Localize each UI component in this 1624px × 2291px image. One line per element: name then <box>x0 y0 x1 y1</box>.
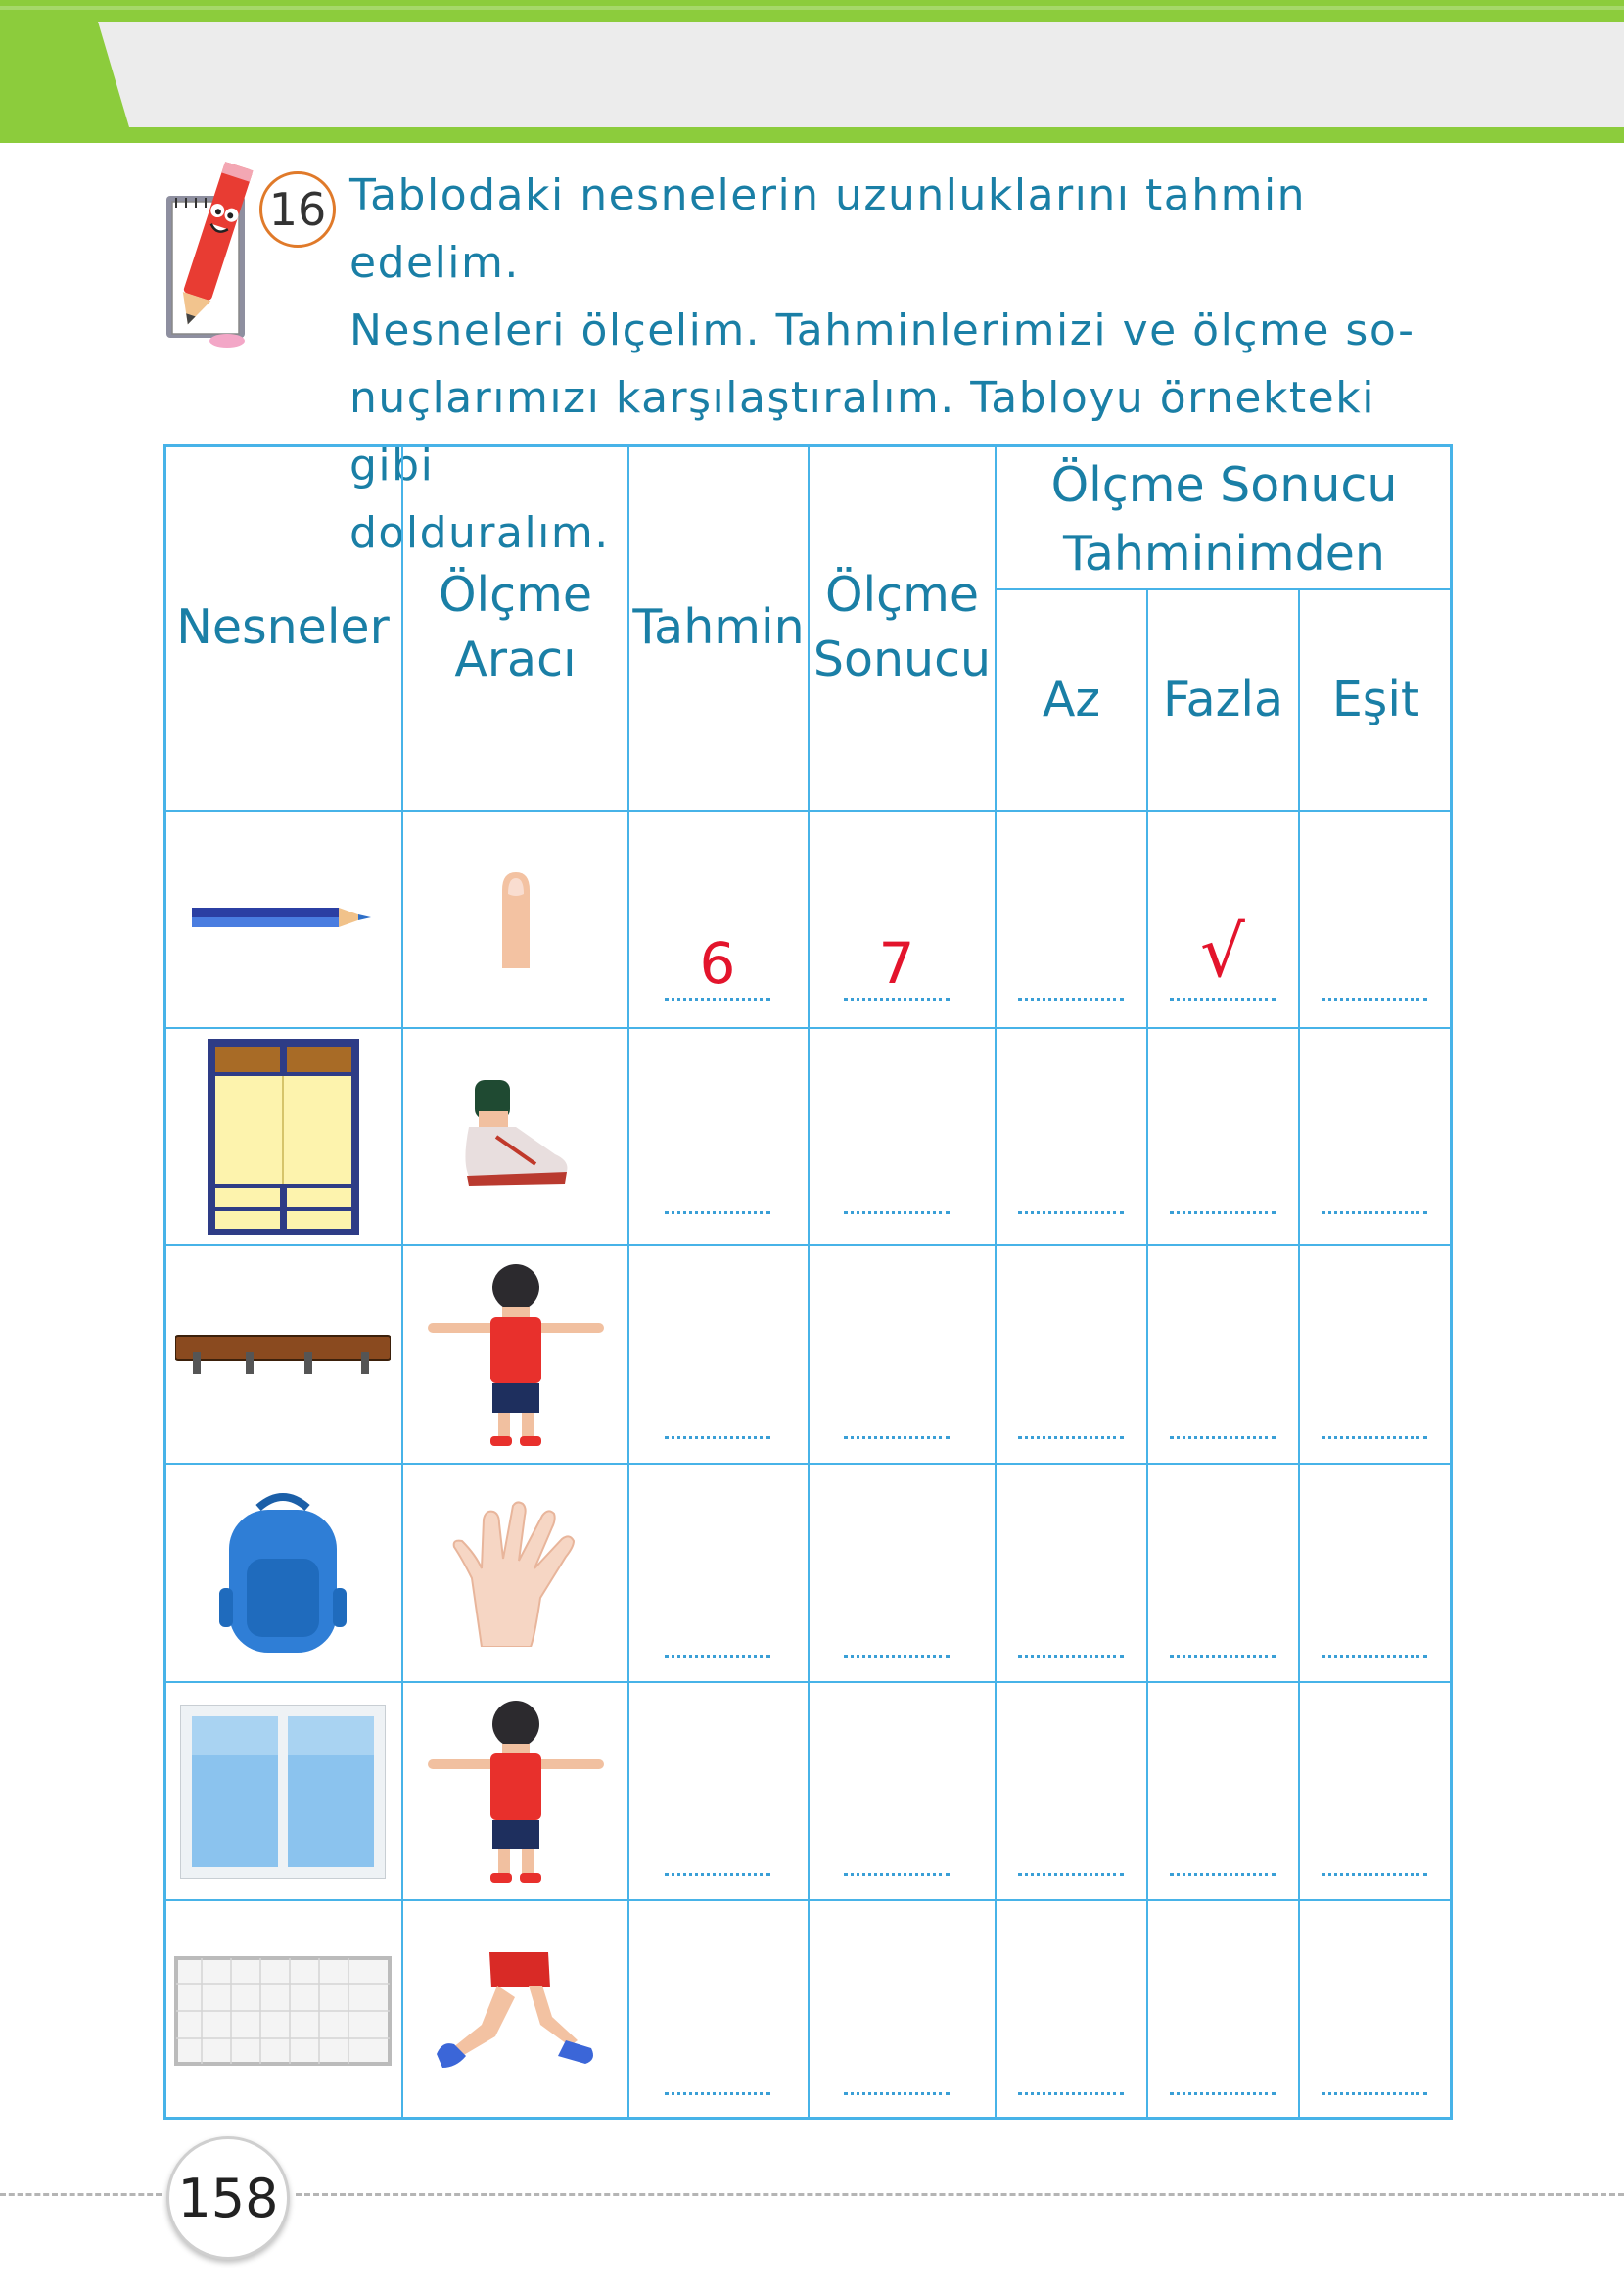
row3-tool <box>402 1245 628 1464</box>
wardrobe-icon <box>208 1039 359 1235</box>
backpack-icon <box>219 1490 347 1657</box>
dotted-answer-line <box>1170 1192 1276 1214</box>
instruction-line: Tablodaki nesnelerin uzunluklarını tahmin edelim. <box>349 170 1307 288</box>
footer-dashed-line <box>0 2193 162 2196</box>
header-objects-label: Nesneler <box>176 599 390 655</box>
top-banner <box>0 0 1624 147</box>
finger-icon <box>496 870 535 968</box>
row2-tool <box>402 1028 628 1245</box>
header-more-label: Fazla <box>1162 672 1284 727</box>
dotted-answer-line <box>665 1418 770 1439</box>
footer-dashed-line <box>296 2193 1624 2196</box>
row1-tool <box>402 811 628 1028</box>
step-icon <box>433 1946 599 2074</box>
header-equal-label: Eşit <box>1331 672 1420 727</box>
instruction-line: nuçlarımızı karşılaştıralım. Tabloyu örnekteki gibi <box>349 373 1375 491</box>
row1-object <box>163 811 402 1028</box>
dotted-answer-line <box>1018 1418 1124 1439</box>
instruction-line: Nesneleri ölçelim. Tahminlerimizi ve ölçme so- <box>349 305 1415 355</box>
dotted-answer-line <box>665 1854 770 1876</box>
header-tool <box>402 444 628 811</box>
header-result-line1: Ölçme <box>824 567 979 623</box>
header-result-line2: Sonucu <box>812 631 992 687</box>
arm-span-icon <box>428 1699 604 1885</box>
dotted-answer-line <box>1322 1418 1427 1439</box>
dotted-answer-line <box>1170 1854 1276 1876</box>
page-number-badge <box>166 2136 290 2260</box>
dotted-answer-line <box>1018 1636 1124 1658</box>
row2-object <box>163 1028 402 1245</box>
dotted-answer-line <box>844 1854 950 1876</box>
pencil-mascot-icon <box>157 157 264 352</box>
row5-tool <box>402 1682 628 1900</box>
dotted-answer-line <box>844 2074 950 2095</box>
header-compare-line2: Tahminimden <box>1063 526 1385 582</box>
pencil-icon <box>190 900 376 939</box>
header-less-label: Az <box>1042 672 1101 727</box>
dotted-answer-line <box>1170 1636 1276 1658</box>
dotted-answer-line <box>1018 2074 1124 2095</box>
window-icon <box>180 1705 386 1879</box>
page-number: 158 <box>177 2167 279 2229</box>
header-less <box>996 589 1147 811</box>
task-number-badge <box>259 171 336 248</box>
row6-tool <box>402 1900 628 2120</box>
row3-object <box>163 1245 402 1464</box>
header-objects <box>163 444 402 811</box>
instruction-line: dolduralım. <box>349 508 610 558</box>
header-estimate <box>628 444 809 811</box>
row6-object <box>163 1900 402 2120</box>
foot-icon <box>457 1078 575 1195</box>
header-compare-line1: Ölçme Sonucu <box>1050 457 1398 513</box>
dotted-answer-line <box>1170 1418 1276 1439</box>
dotted-answer-line <box>1018 1854 1124 1876</box>
example-result: 7 <box>878 930 915 997</box>
header-result <box>809 444 996 811</box>
dotted-answer-line <box>1322 2074 1427 2095</box>
header-equal <box>1299 589 1453 811</box>
header-tool-line1: Ölçme <box>438 567 592 623</box>
coat-rack-icon <box>175 1331 391 1379</box>
row5-object <box>163 1682 402 1900</box>
dotted-answer-line <box>844 1418 950 1439</box>
goal-icon <box>172 1954 394 2067</box>
dotted-answer-line <box>1322 979 1427 1001</box>
header-compare <box>996 450 1453 589</box>
dotted-answer-line <box>844 1636 950 1658</box>
header-more <box>1147 589 1299 811</box>
header-estimate-label: Tahmin <box>632 599 805 655</box>
dotted-answer-line <box>1322 1636 1427 1658</box>
row4-object <box>163 1464 402 1682</box>
dotted-answer-line <box>1170 2074 1276 2095</box>
dotted-answer-line <box>844 1192 950 1214</box>
row4-tool <box>402 1464 628 1682</box>
dotted-answer-line <box>1322 1854 1427 1876</box>
arm-span-icon <box>428 1262 604 1448</box>
dotted-answer-line <box>665 1636 770 1658</box>
dotted-answer-line <box>665 1192 770 1214</box>
dotted-answer-line <box>665 2074 770 2095</box>
dotted-answer-line <box>1018 1192 1124 1214</box>
hand-span-icon <box>452 1500 580 1647</box>
example-estimate: 6 <box>699 930 736 997</box>
example-check-mark: √ <box>1200 911 1245 993</box>
header-tool-line2: Aracı <box>454 631 577 687</box>
dotted-answer-line <box>1018 979 1124 1001</box>
task-number: 16 <box>268 183 327 236</box>
dotted-answer-line <box>1322 1192 1427 1214</box>
